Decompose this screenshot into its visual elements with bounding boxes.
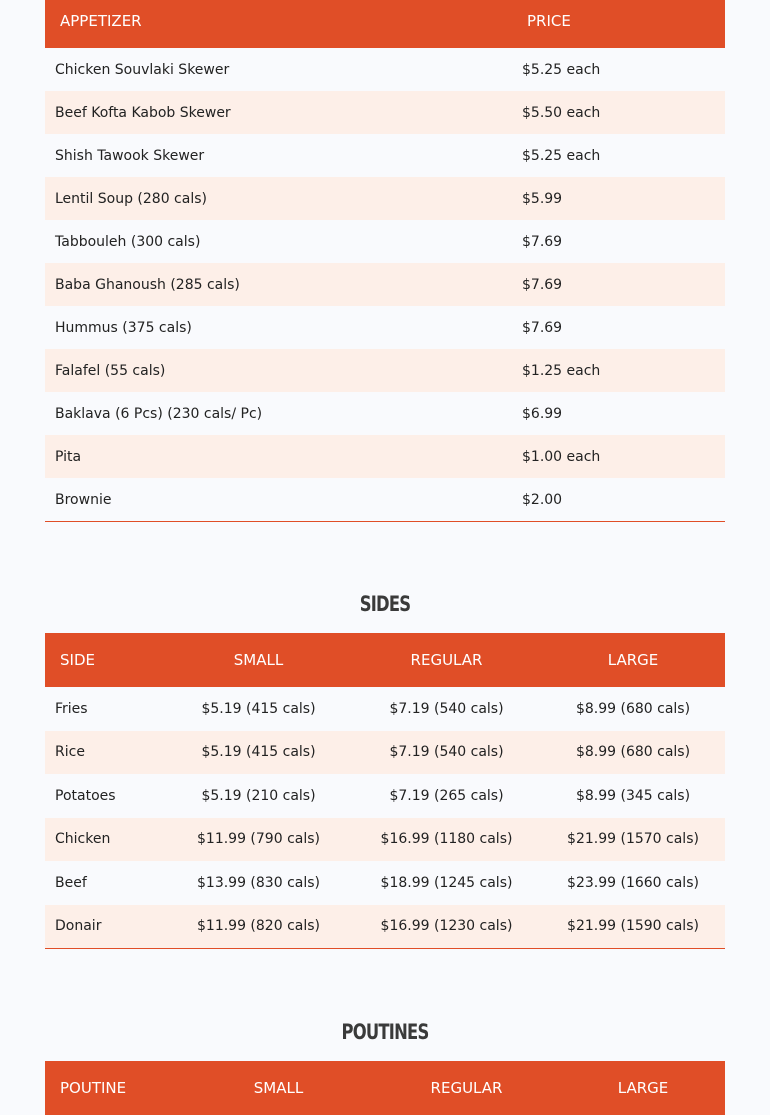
column-header-side: SIDE — [45, 633, 165, 687]
item-name: Baklava (6 Pcs) (230 cals/ Pc) — [45, 392, 511, 435]
regular-price: $16.99 (1230 cals) — [352, 905, 541, 949]
large-price: $23.99 (1660 cals) — [541, 861, 725, 905]
appetizers-header-row — [45, 0, 725, 48]
item-name: Pita — [45, 435, 511, 478]
item-price: $5.99 — [511, 177, 725, 220]
item-name: Lentil Soup (280 cals) — [45, 177, 511, 220]
table-row — [45, 435, 725, 478]
table-row — [45, 48, 725, 91]
column-header-poutine: POUTINE — [45, 1061, 185, 1115]
column-header-regular: REGULAR — [372, 1061, 561, 1115]
table-row — [45, 818, 725, 862]
regular-price: $18.99 (1245 cals) — [352, 861, 541, 905]
sides-table — [45, 633, 725, 949]
column-header-small: SMALL — [185, 1061, 372, 1115]
table-row — [45, 91, 725, 134]
small-price: $5.19 (210 cals) — [165, 774, 352, 818]
table-row — [45, 861, 725, 905]
table-row — [45, 687, 725, 731]
table-row — [45, 905, 725, 949]
table-row — [45, 306, 725, 349]
poutines-header-row — [45, 1061, 725, 1115]
sides-header-row — [45, 633, 725, 687]
side-name: Potatoes — [45, 774, 165, 818]
poutines-table — [45, 1061, 725, 1115]
item-price: $6.99 — [511, 392, 725, 435]
table-row — [45, 392, 725, 435]
small-price: $11.99 (820 cals) — [165, 905, 352, 949]
regular-price: $16.99 (1180 cals) — [352, 818, 541, 862]
item-price: $5.50 each — [511, 91, 725, 134]
large-price: $21.99 (1590 cals) — [541, 905, 725, 949]
column-header-large: LARGE — [561, 1061, 725, 1115]
table-row — [45, 774, 725, 818]
item-name: Brownie — [45, 478, 511, 522]
table-row — [45, 478, 725, 522]
table-row — [45, 220, 725, 263]
large-price: $8.99 (680 cals) — [541, 731, 725, 775]
small-price: $11.99 (790 cals) — [165, 818, 352, 862]
item-price: $2.00 — [511, 478, 725, 522]
sides-section-title: SIDES — [359, 592, 411, 616]
item-price: $1.25 each — [511, 349, 725, 392]
small-price: $13.99 (830 cals) — [165, 861, 352, 905]
item-price: $1.00 each — [511, 435, 725, 478]
side-name: Fries — [45, 687, 165, 731]
regular-price: $7.19 (265 cals) — [352, 774, 541, 818]
column-header-small: SMALL — [165, 633, 352, 687]
table-row — [45, 349, 725, 392]
large-price: $21.99 (1570 cals) — [541, 818, 725, 862]
table-row — [45, 134, 725, 177]
appetizers-table — [45, 0, 725, 522]
item-name: Hummus (375 cals) — [45, 306, 511, 349]
side-name: Chicken — [45, 818, 165, 862]
poutines-section-title: POUTINES — [341, 1020, 429, 1044]
item-name: Tabbouleh (300 cals) — [45, 220, 511, 263]
regular-price: $7.19 (540 cals) — [352, 687, 541, 731]
table-row — [45, 731, 725, 775]
item-price: $5.25 each — [511, 48, 725, 91]
table-row — [45, 177, 725, 220]
large-price: $8.99 (680 cals) — [541, 687, 725, 731]
item-name: Falafel (55 cals) — [45, 349, 511, 392]
item-name: Shish Tawook Skewer — [45, 134, 511, 177]
item-price: $7.69 — [511, 306, 725, 349]
side-name: Beef — [45, 861, 165, 905]
regular-price: $7.19 (540 cals) — [352, 731, 541, 775]
column-header-regular: REGULAR — [352, 633, 541, 687]
item-name: Beef Kofta Kabob Skewer — [45, 91, 511, 134]
item-price: $7.69 — [511, 220, 725, 263]
small-price: $5.19 (415 cals) — [165, 687, 352, 731]
small-price: $5.19 (415 cals) — [165, 731, 352, 775]
column-header-large: LARGE — [541, 633, 725, 687]
column-header-appetizer: APPETIZER — [45, 0, 511, 48]
item-name: Baba Ghanoush (285 cals) — [45, 263, 511, 306]
column-header-price: PRICE — [511, 0, 725, 48]
table-row — [45, 263, 725, 306]
side-name: Rice — [45, 731, 165, 775]
large-price: $8.99 (345 cals) — [541, 774, 725, 818]
side-name: Donair — [45, 905, 165, 949]
item-price: $5.25 each — [511, 134, 725, 177]
item-name: Chicken Souvlaki Skewer — [45, 48, 511, 91]
item-price: $7.69 — [511, 263, 725, 306]
